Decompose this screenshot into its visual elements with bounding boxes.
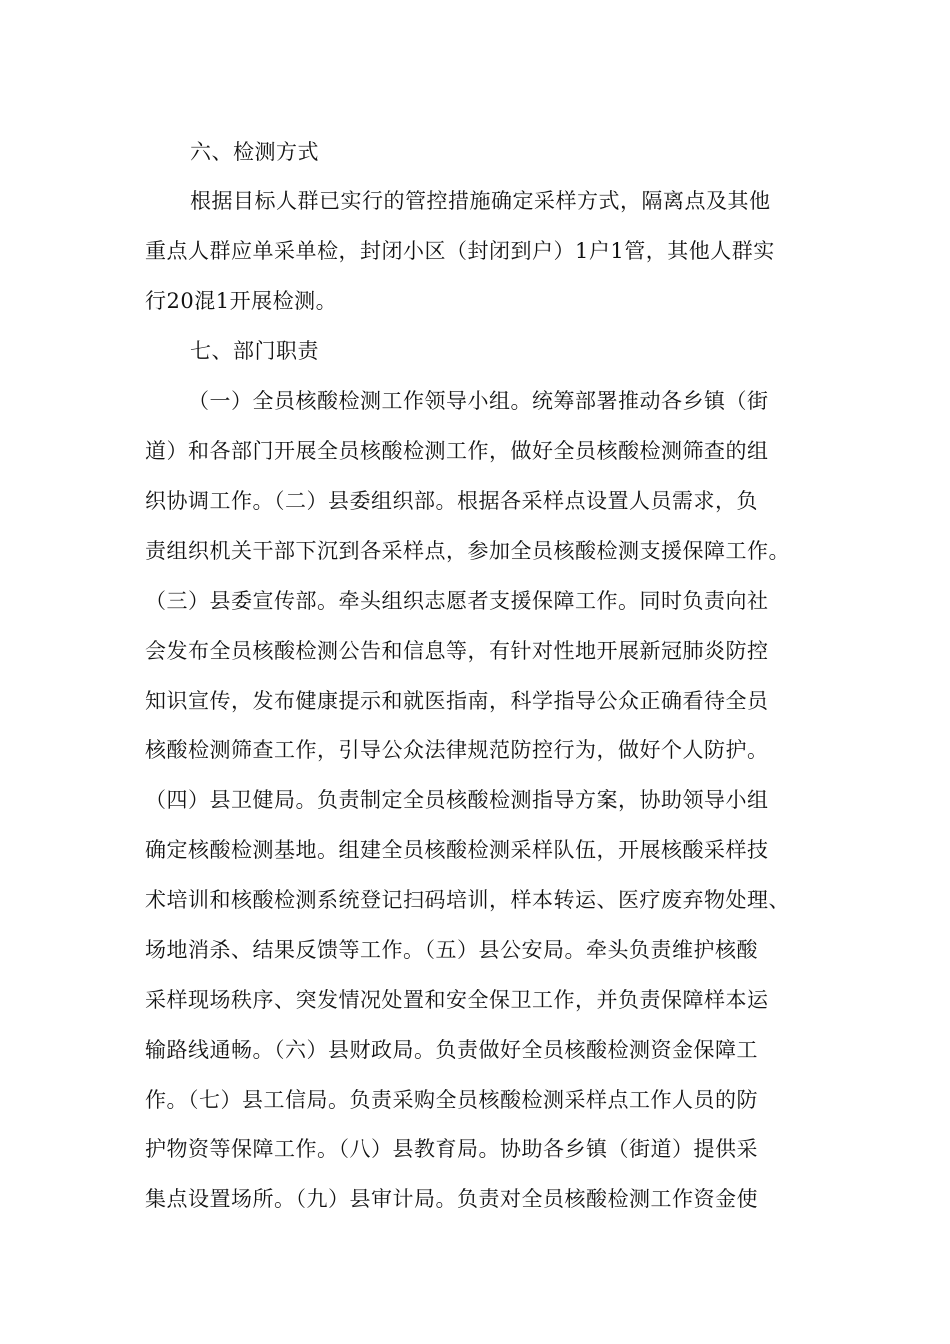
- paragraph-line: 织协调工作。（二）县委组织部。根据各采样点设置人员需求，负: [145, 489, 758, 513]
- paragraph-line: 护物资等保障工作。（八）县教育局。协助各乡镇（街道）提供采: [145, 1137, 758, 1161]
- paragraph-line: 场地消杀、结果反馈等工作。（五）县公安局。牵头负责维护核酸: [145, 938, 758, 962]
- paragraph-line: 核酸检测筛查工作，引导公众法律规范防控行为，做好个人防护。: [145, 738, 769, 762]
- paragraph-line: 会发布全员核酸检测公告和信息等，有针对性地开展新冠肺炎防控: [145, 639, 769, 663]
- paragraph-line: 根据目标人群已实行的管控措施确定采样方式，隔离点及其他: [190, 189, 771, 213]
- paragraph-line: （三）县委宣传部。牵头组织志愿者支援保障工作。同时负责向社: [145, 589, 769, 613]
- paragraph-line: 集点设置场所。（九）县审计局。负责对全员核酸检测工作资金使: [145, 1187, 758, 1211]
- paragraph-line: 责组织机关干部下沉到各采样点，参加全员核酸检测支援保障工作。: [145, 539, 790, 563]
- paragraph-line: 行20混1开展检测。: [145, 289, 338, 313]
- paragraph-line: 输路线通畅。（六）县财政局。负责做好全员核酸检测资金保障工: [145, 1038, 758, 1062]
- paragraph-line: 重点人群应单采单检，封闭小区（封闭到户）1户1管，其他人群实: [145, 239, 775, 263]
- section-heading-detection-method: 六、检测方式: [190, 140, 319, 164]
- paragraph-line: （四）县卫健局。负责制定全员核酸检测指导方案，协助领导小组: [145, 788, 769, 812]
- section-heading-department-duties: 七、部门职责: [190, 339, 319, 363]
- paragraph-line: 道）和各部门开展全员核酸检测工作，做好全员核酸检测筛查的组: [145, 439, 769, 463]
- paragraph-line: 作。（七）县工信局。负责采购全员核酸检测采样点工作人员的防: [145, 1088, 758, 1112]
- paragraph-line: 确定核酸检测基地。组建全员核酸检测采样队伍，开展核酸采样技: [145, 838, 769, 862]
- paragraph-line: 采样现场秩序、突发情况处置和安全保卫工作，并负责保障样本运: [145, 988, 769, 1012]
- paragraph-line: 术培训和核酸检测系统登记扫码培训，样本转运、医疗废弃物处理、: [145, 888, 790, 912]
- paragraph-line: 知识宣传，发布健康提示和就医指南，科学指导公众正确看待全员: [145, 689, 769, 713]
- paragraph-line: （一）全员核酸检测工作领导小组。统筹部署推动各乡镇（街: [188, 389, 769, 413]
